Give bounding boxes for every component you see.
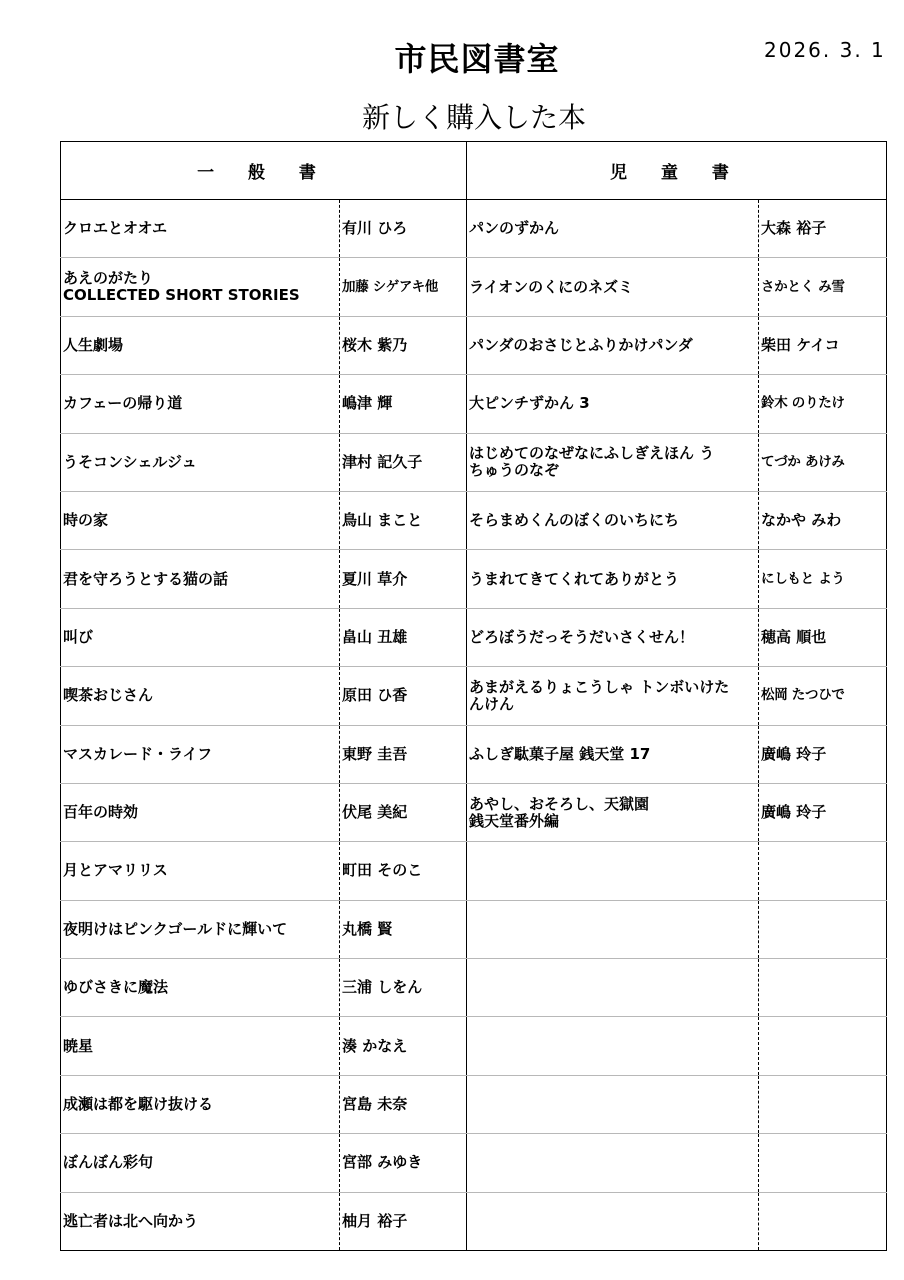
table-row bbox=[61, 900, 887, 958]
table-row bbox=[61, 1017, 887, 1075]
general-book-title: 成瀬は都を駆け抜ける bbox=[61, 1075, 340, 1133]
children-book-title: どろぼうだっそうだいさくせん！ bbox=[467, 608, 759, 666]
children-books-header: 児 童 書 bbox=[467, 142, 887, 200]
children-book-title: あまがえるりょこうしゃ トンボいけた んけん bbox=[467, 667, 759, 725]
children-book-author bbox=[759, 1017, 887, 1075]
general-book-author: 有川 ひろ bbox=[340, 200, 467, 258]
children-book-author: 松岡 たつひで bbox=[759, 667, 887, 725]
table-row bbox=[61, 200, 887, 258]
general-book-title: 人生劇場 bbox=[61, 316, 340, 374]
general-book-title: マスカレード・ライフ bbox=[61, 725, 340, 783]
general-books-header: 一 般 書 bbox=[61, 142, 467, 200]
table-row bbox=[61, 608, 887, 666]
general-book-author: 湊 かなえ bbox=[340, 1017, 467, 1075]
issue-date: 2026. 3. 1 bbox=[764, 38, 886, 62]
general-book-title: 月とアマリリス bbox=[61, 842, 340, 900]
children-book-title: はじめてのなぜなにふしぎえほん う ちゅうのなぞ bbox=[467, 433, 759, 491]
children-book-author bbox=[759, 1192, 887, 1250]
children-book-title bbox=[467, 1134, 759, 1192]
children-book-author bbox=[759, 842, 887, 900]
children-book-title bbox=[467, 1017, 759, 1075]
general-book-author: 原田 ひ香 bbox=[340, 667, 467, 725]
general-book-author: 津村 記久子 bbox=[340, 433, 467, 491]
table-row bbox=[61, 783, 887, 841]
general-book-title: カフェーの帰り道 bbox=[61, 375, 340, 433]
children-book-title: うまれてきてくれてありがとう bbox=[467, 550, 759, 608]
children-book-title bbox=[467, 842, 759, 900]
general-book-title: ぼんぼん彩句 bbox=[61, 1134, 340, 1192]
table-row bbox=[61, 491, 887, 549]
children-book-author: 柴田 ケイコ bbox=[759, 316, 887, 374]
general-book-author: 嶋津 輝 bbox=[340, 375, 467, 433]
children-book-author: なかや みわ bbox=[759, 491, 887, 549]
children-book-author bbox=[759, 959, 887, 1017]
children-book-title: あやし、おそろし、天獄園 銭天堂番外編 bbox=[467, 783, 759, 841]
library-name: 市民図書室 bbox=[394, 40, 560, 78]
general-book-author: 宮島 未奈 bbox=[340, 1075, 467, 1133]
children-book-title bbox=[467, 1075, 759, 1133]
general-book-title: うそコンシェルジュ bbox=[61, 433, 340, 491]
general-book-title: 百年の時効 bbox=[61, 783, 340, 841]
children-book-title: パンのずかん bbox=[467, 200, 759, 258]
table-row bbox=[61, 1134, 887, 1192]
table-row bbox=[61, 1192, 887, 1250]
children-book-title: ライオンのくにのネズミ bbox=[467, 258, 759, 316]
children-book-title: そらまめくんのぼくのいちにち bbox=[467, 491, 759, 549]
table-row bbox=[61, 842, 887, 900]
table-row bbox=[61, 375, 887, 433]
children-book-author bbox=[759, 900, 887, 958]
book-list-table bbox=[60, 141, 887, 1251]
page-subtitle: 新しく購入した本 bbox=[361, 101, 586, 134]
general-book-title: 喫茶おじさん bbox=[61, 667, 340, 725]
children-book-author: てづか あけみ bbox=[759, 433, 887, 491]
children-book-title bbox=[467, 959, 759, 1017]
table-row bbox=[61, 959, 887, 1017]
children-book-author: 大森 裕子 bbox=[759, 200, 887, 258]
children-book-author: 穂高 順也 bbox=[759, 608, 887, 666]
general-book-author: 畠山 丑雄 bbox=[340, 608, 467, 666]
general-book-author: 丸橋 賢 bbox=[340, 900, 467, 958]
table-row bbox=[61, 433, 887, 491]
general-book-title: 逃亡者は北へ向かう bbox=[63, 1211, 199, 1230]
general-book-author: 加藤 シゲアキ他 bbox=[340, 258, 467, 316]
general-book-author: 桜木 紫乃 bbox=[340, 316, 467, 374]
table-row bbox=[61, 1075, 887, 1133]
children-book-author: さかとく み雪 bbox=[759, 258, 887, 316]
table-header-row bbox=[61, 142, 887, 200]
general-book-author: 鳥山 まこと bbox=[340, 491, 467, 549]
general-book-title: 夜明けはピンクゴールドに輝いて bbox=[61, 900, 340, 958]
children-book-title: 大ピンチずかん 3 bbox=[467, 375, 759, 433]
general-book-title: ゆびさきに魔法 bbox=[61, 959, 340, 1017]
general-book-author: 柚月 裕子 bbox=[340, 1192, 467, 1250]
table-row bbox=[61, 667, 887, 725]
general-book-title: 叫び bbox=[61, 608, 340, 666]
general-book-author: 夏川 草介 bbox=[340, 550, 467, 608]
table-row bbox=[61, 316, 887, 374]
children-book-title: ふしぎ駄菓子屋 銭天堂 17 bbox=[467, 725, 759, 783]
children-book-author: にしもと よう bbox=[759, 550, 887, 608]
general-book-author: 三浦 しをん bbox=[340, 959, 467, 1017]
children-book-author: 廣嶋 玲子 bbox=[759, 725, 887, 783]
children-book-title bbox=[467, 1192, 759, 1250]
children-book-author bbox=[759, 1134, 887, 1192]
book-rows bbox=[61, 200, 887, 1251]
children-book-author bbox=[759, 1075, 887, 1133]
children-book-title bbox=[467, 900, 759, 958]
general-book-title: 暁星 bbox=[61, 1017, 340, 1075]
general-book-author: 宮部 みゆき bbox=[340, 1134, 467, 1192]
general-book-title: 君を守ろうとする猫の話 bbox=[61, 550, 340, 608]
general-book-title: あえのがたり COLLECTED SHORT STORIES bbox=[61, 258, 340, 316]
table-row bbox=[61, 258, 887, 316]
children-book-title: パンダのおさじとふりかけパンダ bbox=[467, 316, 759, 374]
children-book-author: 鈴木 のりたけ bbox=[759, 375, 887, 433]
table-row bbox=[61, 725, 887, 783]
general-book-author: 町田 そのこ bbox=[340, 842, 467, 900]
general-book-author: 伏尾 美紀 bbox=[340, 783, 467, 841]
general-book-author: 東野 圭吾 bbox=[340, 725, 467, 783]
general-book-title: クロエとオオエ bbox=[61, 200, 340, 258]
children-book-author: 廣嶋 玲子 bbox=[759, 783, 887, 841]
general-book-title: 時の家 bbox=[61, 491, 340, 549]
table-row bbox=[61, 550, 887, 608]
